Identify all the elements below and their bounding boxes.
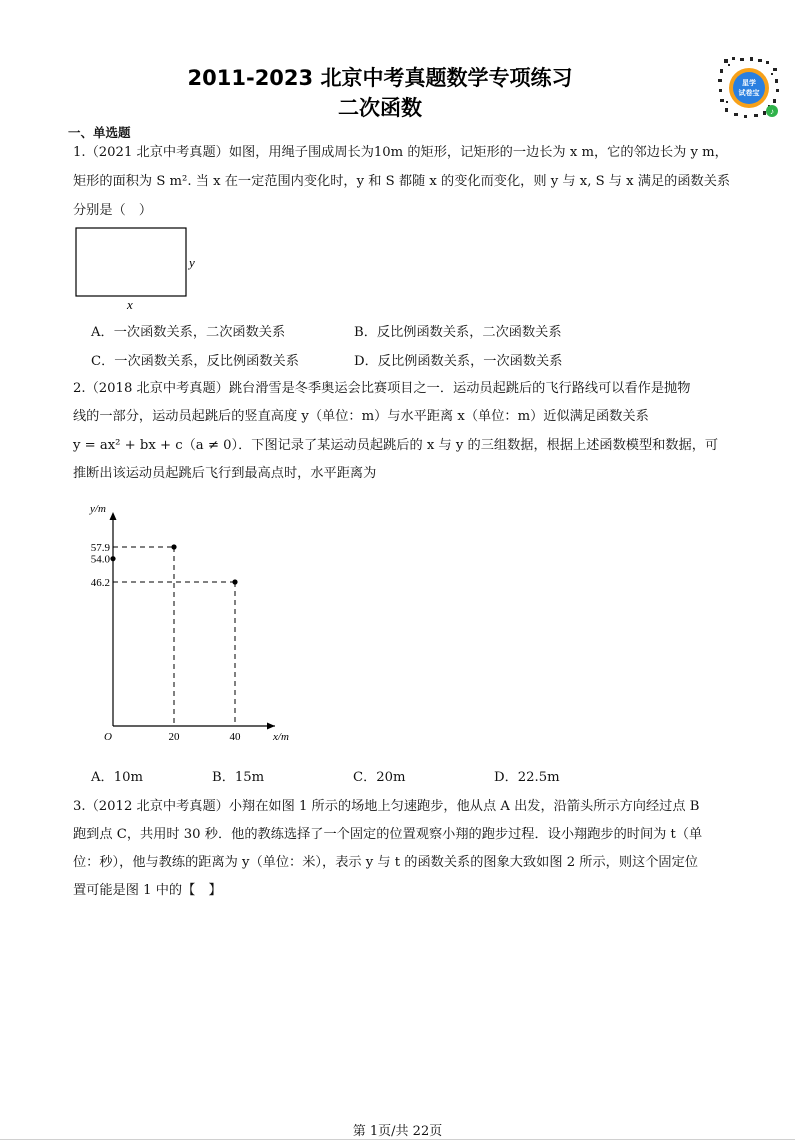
data-point-0 bbox=[110, 556, 115, 561]
q2-line-4: 推断出该运动员起跳后飞行到最高点时，水平距离为 bbox=[73, 466, 377, 481]
footer-rule bbox=[0, 1139, 795, 1140]
y-axis-arrow bbox=[110, 512, 117, 520]
x-tick-label-2: 40 bbox=[229, 731, 241, 743]
x-axis-arrow bbox=[267, 723, 275, 730]
q2-line-2: 线的一部分，运动员起跳后的竖直高度 y（单位：m）与水平距离 x（单位：m）近似满足函数关系 bbox=[73, 409, 649, 424]
q3-line-2: 跑到点 C，共用时 30 秒．他的教练选择了一个固定的位置观察小翔的跑步过程．设小翔跑步的时间为 t（单 bbox=[73, 827, 703, 842]
page-subtitle: 二次函数 bbox=[338, 96, 422, 120]
q2-chart bbox=[80, 498, 310, 752]
q1-line-3: 分别是（ ） bbox=[73, 203, 153, 218]
q2-option-b[interactable]: B．15m bbox=[212, 770, 265, 785]
q1-line-1: 1.（2021 北京中考真题）如图，用绳子围成周长为10m 的矩形，记矩形的一边长为 x m，它的邻边长为 y m， bbox=[73, 145, 728, 160]
q3-line-1: 3.（2012 北京中考真题）小翔在如图 1 所示的场地上匀速跑步，他从点 A 出发，沿箭头所示方向经过点 B bbox=[73, 799, 700, 814]
y-tick-label-0: 54.0 bbox=[90, 553, 110, 566]
svg-text:♪: ♪ bbox=[770, 107, 774, 116]
q1-rectangle-figure bbox=[70, 222, 210, 316]
section-heading: 一、单选题 bbox=[68, 125, 131, 140]
q2-option-a[interactable]: A．10m bbox=[91, 770, 143, 785]
q1-option-c[interactable]: C．一次函数关系，反比例函数关系 bbox=[91, 354, 299, 369]
y-axis-label: y/m bbox=[90, 503, 106, 515]
q3-line-4: 置可能是图 1 中的【 】 bbox=[73, 883, 222, 898]
x-tick-label-1: 20 bbox=[168, 731, 180, 743]
q1-fig-label-y: y bbox=[189, 255, 195, 270]
data-point-2 bbox=[232, 579, 237, 584]
page-footer: 第 1页/共 22页 bbox=[352, 1124, 443, 1139]
q1-line-2: 矩形的面积为 S m². 当 x 在一定范围内变化时，y 和 S 都随 x 的变化而变化，则 y 与 x, S 与 x 满足的函数关系 bbox=[73, 174, 731, 189]
q1-option-a[interactable]: A．一次函数关系，二次函数关系 bbox=[91, 325, 286, 340]
q1-fig-label-x: x bbox=[127, 297, 133, 312]
origin-label: O bbox=[104, 731, 112, 743]
q1-option-d[interactable]: D．反比例函数关系，一次函数关系 bbox=[354, 354, 563, 369]
q2-option-d[interactable]: D．22.5m bbox=[494, 770, 560, 785]
q2-option-c[interactable]: C．20m bbox=[353, 770, 406, 785]
x-axis-label: x/m bbox=[273, 731, 289, 743]
badge-logo bbox=[716, 55, 782, 121]
q2-line-3: y = ax² + bx + c（a ≠ 0）．下图记录了某运动员起跳后的 x 与 y 的三组数据，根据上述函数模型和数据，可 bbox=[73, 438, 719, 453]
data-point-1 bbox=[171, 544, 176, 549]
page-title: 2011-2023 北京中考真题数学专项练习 bbox=[187, 66, 573, 90]
q3-line-3: 位：秒），他与教练的距离为 y（单位：米），表示 y 与 t 的函数关系的图象大致如图 2 所示，则这个固定位 bbox=[73, 855, 698, 870]
q2-chart-svg bbox=[80, 498, 310, 748]
y-tick-label-1: 57.9 bbox=[90, 542, 110, 554]
badge-text-bottom: 试卷宝 bbox=[738, 89, 760, 97]
y-tick-label-2: 46.2 bbox=[90, 577, 110, 589]
badge-text-top: 星学 bbox=[742, 79, 756, 87]
q1-option-b[interactable]: B．反比例函数关系，二次函数关系 bbox=[354, 325, 562, 340]
q2-line-1: 2.（2018 北京中考真题）跳台滑雪是冬季奥运会比赛项目之一．运动员起跳后的飞行路线可以看作是抛物 bbox=[73, 381, 691, 396]
